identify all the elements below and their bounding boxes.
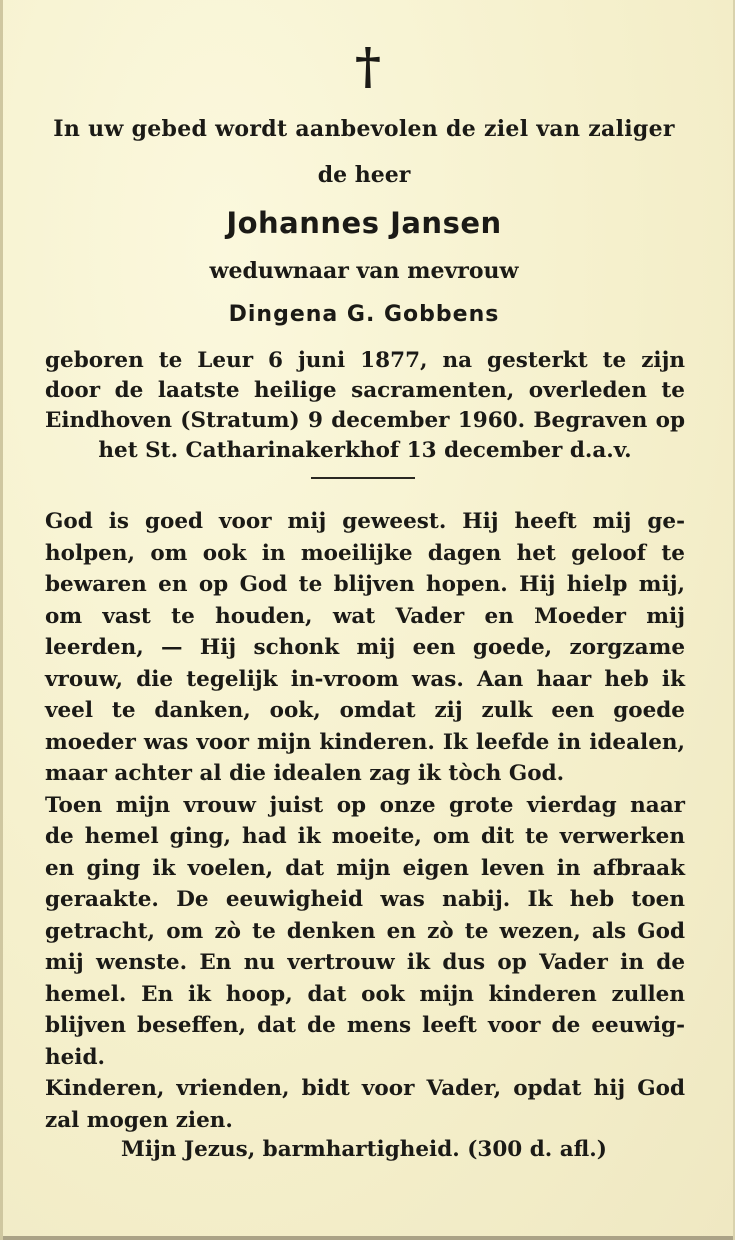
text-line: leerden, — Hij schonk mij een goede, zorgzame: [45, 635, 685, 660]
text-line: geraakte. De eeuwigheid was nabij. Ik heb toen: [45, 887, 685, 912]
text-line: de hemel ging, had ik moeite, om dit te verwerken: [45, 824, 685, 849]
text-line: Kinderen, vrienden, bidt voor Vader, opdat hij God: [45, 1076, 685, 1101]
intro-line-1: In uw gebed wordt aanbevolen de ziel van zaliger: [53, 116, 675, 142]
card-bottom-edge: [3, 1236, 733, 1240]
text-line: God is goed voor mij geweest. Hij heeft mij ge-: [45, 509, 685, 534]
biography-line: het St. Catharinakerkhof 13 december d.a.v.: [98, 438, 632, 463]
text-line: bewaren en op God te blijven hopen. Hij hielp mij,: [45, 572, 685, 597]
biography-line: Eindhoven (Stratum) 9 december 1960. Begraven op: [45, 408, 685, 433]
deceased-name: Johannes Jansen: [226, 206, 502, 240]
text-line: getracht, om zò te denken en zò te wezen, als God: [45, 918, 685, 944]
text-line: vrouw, die tegelijk in-vroom was. Aan haar heb ik: [45, 666, 685, 692]
biography-line: door de laatste heilige sacramenten, overleden te: [45, 378, 685, 403]
text-line: hemel. En ik hoop, dat ook mijn kinderen zullen: [45, 981, 685, 1007]
text-line: heid.: [45, 1044, 105, 1070]
text-line: blijven beseffen, dat de mens leeft voor de eeuwig-: [45, 1013, 685, 1038]
text-line: mij wenste. En nu vertrouw ik dus op Vader in de: [45, 950, 685, 975]
intro-line-2: de heer: [317, 162, 411, 188]
text-line: Toen mijn vrouw juist op onze grote vierdag naar: [45, 792, 685, 818]
farewell-text: [45, 506, 685, 1136]
text-line: maar achter al die idealen zag ik tòch God.: [45, 761, 565, 786]
text-line: en ging ik voelen, dat mijn eigen leven in afbraak: [45, 855, 685, 881]
divider: [311, 477, 415, 479]
text-line: holpen, om ook in moeilijke dagen het geloof te: [45, 540, 685, 566]
widower-line: weduwnaar van mevrouw: [209, 258, 519, 284]
text-line: om vast te houden, wat Vader en Moeder mij: [45, 603, 685, 629]
cross-icon: †: [354, 36, 382, 95]
text-line: veel te danken, ook, omdat zij zulk een goede: [45, 698, 685, 723]
text-line: moeder was voor mijn kinderen. Ik leefde in idealen,: [45, 729, 685, 755]
biography-line: geboren te Leur 6 juni 1877, na gesterkt te zijn: [45, 348, 685, 373]
closing-prayer: Mijn Jezus, barmhartigheid. (300 d. afl.): [121, 1137, 607, 1162]
text-line: zal mogen zien.: [45, 1107, 233, 1133]
biography-block: [45, 346, 685, 466]
spouse-name: Dingena G. Gobbens: [228, 302, 500, 327]
